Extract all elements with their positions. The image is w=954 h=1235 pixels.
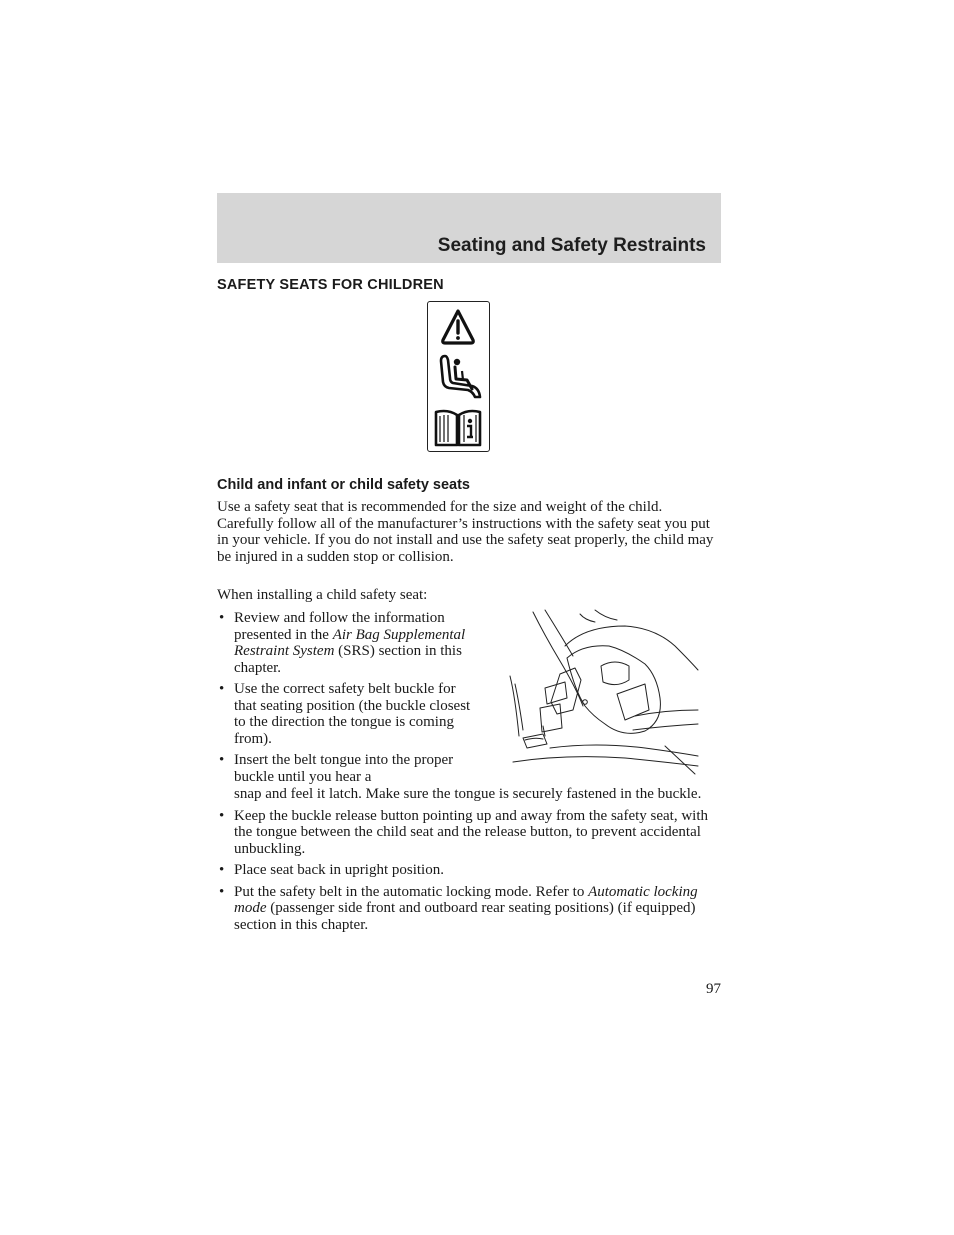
intro-paragraph: Use a safety seat that is recommended for the size and weight of the child. Carefully follow all of the manufacturer’s instructions with the safety seat you put in your vehicle. If you do not install and use the safety seat properly, the child may be injured in a sudden stop or collision. xyxy=(217,499,714,565)
list-item-text: (SRS) section in this chapter. xyxy=(234,643,462,676)
list-item-text: Review and follow the information presented in the xyxy=(234,610,445,643)
list-item-text: snap and feel it latch. Make sure the tongue is securely fastened in the buckle. xyxy=(234,786,702,802)
list-item xyxy=(217,862,722,879)
bullet-list-bottom xyxy=(217,786,722,933)
list-item xyxy=(217,884,722,934)
chapter-title: Seating and Safety Restraints xyxy=(437,235,706,256)
list-item-continuation xyxy=(217,786,722,803)
page-number: 97 xyxy=(706,981,721,997)
section-heading: SAFETY SEATS FOR CHILDREN xyxy=(217,277,444,293)
list-item xyxy=(217,681,479,747)
reference-link-text: Automatic locking mode xyxy=(234,883,698,916)
chapter-header-band xyxy=(217,193,721,263)
list-item xyxy=(217,610,479,676)
warning-triangle-icon xyxy=(428,302,488,352)
list-item-text: Place seat back in upright position. xyxy=(234,862,444,878)
warning-symbol-panel xyxy=(427,301,490,452)
list-item-text: Put the safety belt in the automatic locking mode. Refer to xyxy=(234,883,589,900)
reference-link-text: Air Bag Supplemental Restraint System xyxy=(234,626,466,659)
child-seat-icon xyxy=(428,350,488,400)
list-item-text: (passenger side front and outboard rear seating positions) (if equipped) section in this chapter. xyxy=(234,900,696,933)
owner-guide-info-icon xyxy=(428,402,488,452)
seat-belt-buckle-illustration xyxy=(505,606,702,778)
list-item-text: Use the correct safety belt buckle for that seating position (the buckle closest to the direction the tongue is coming from). xyxy=(234,681,471,747)
list-item xyxy=(217,808,722,858)
installing-intro: When installing a child safety seat: xyxy=(217,587,428,603)
list-item-text: Insert the belt tongue into the proper buckle until you hear a xyxy=(234,752,454,785)
list-item xyxy=(217,752,479,785)
list-item-text: Keep the buckle release button pointing up and away from the safety seat, with the tongue between the child seat and the release button, to prevent accidental unbuckling. xyxy=(234,807,709,857)
sub-heading: Child and infant or child safety seats xyxy=(217,477,470,493)
